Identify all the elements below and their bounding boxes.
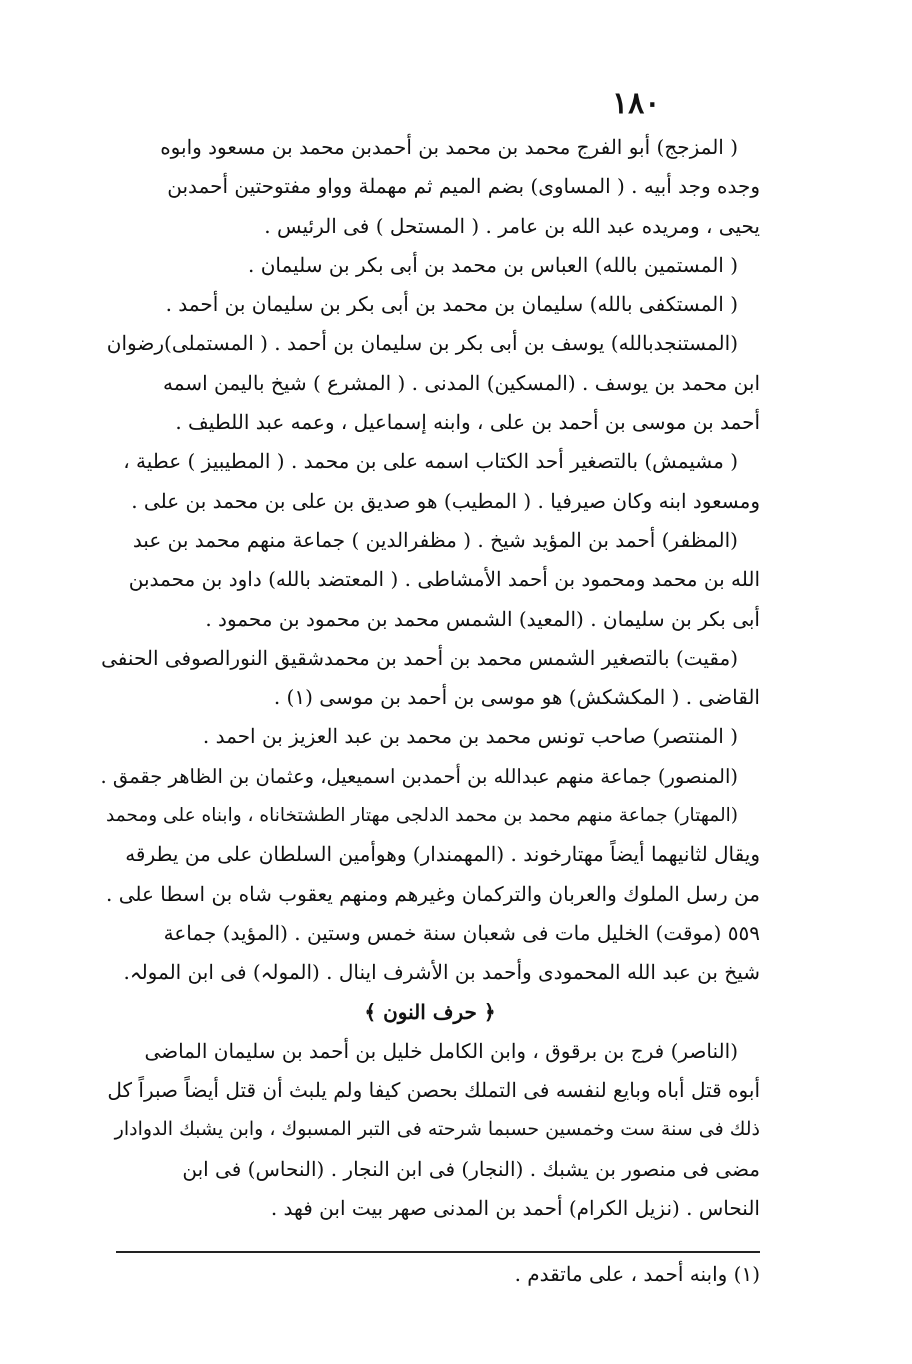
text-line: (المظفر) أحمد بن المؤيد شيخ . ( مظفرالدين ) جماعة منهم محمد بن عبد — [132, 527, 738, 552]
text-line: ( المستمين بالله) العباس بن محمد بن أبى بكر بن سليمان . — [248, 252, 738, 277]
text-line: أبى بكر بن سليمان . (المعيد) الشمس محمد بن محمود بن محمود . — [205, 606, 760, 631]
text-line: النحاس . (نزيل الكرام) أحمد بن المدنى صهر بيت ابن فهد . — [270, 1196, 760, 1221]
text-line: مضى فى منصور بن يشبك . (النجار) فى ابن النجار . (النحاس) فى ابن — [182, 1156, 760, 1181]
text-line: ومسعود ابنه وكان صيرفيا . ( المطيب) هو صديق بن على بن محمد بن على . — [131, 488, 760, 513]
text-line: (مقيت) بالتصغير الشمس محمد بن أحمد بن محمدشقيق النورالصوفى الحنفى — [101, 645, 738, 670]
text-line: (المنصور) جماعة منهم عبدالله بن أحمدبن اسميعيل، وعثمان بن الظاهر جقمق . — [100, 764, 738, 788]
text-line: القاضى . ( المكشكش) هو موسى بن أحمد بن موسى (١) . — [273, 685, 760, 710]
text-line: شيخ بن عبد الله المحمودى وأحمد بن الأشرف اينال . (المولہ) فى ابن المولہ. — [123, 960, 760, 985]
text-line: أحمد بن موسى بن أحمد بن على ، وابنه إسماعيل ، وعمه عبد اللطيف . — [175, 410, 760, 435]
text-line: (المهتار) جماعة منهم محمد بن محمد الدلجى مهتار الطشتخاناه ، وابناه على ومحمد — [105, 805, 738, 827]
text-line: ابن محمد بن يوسف . (المسكين) المدنى . ( المشرع ) شيخ باليمن اسمه — [163, 370, 760, 395]
text-line: (الناصر) فرج بن برقوق ، وابن الكامل خليل بن أحمد بن سليمان الماضى — [144, 1038, 738, 1063]
text-line: وجده وجد أبيه . ( المساوى) بضم الميم ثم مهملة وواو مفتوحتين أحمدبن — [167, 174, 760, 199]
text-line: (المستنجدبالله) يوسف بن أبى بكر بن سليمان بن أحمد . ( المستملى)رضوان — [106, 331, 738, 356]
footnote-divider — [116, 1251, 760, 1253]
footnote: (١) وابنه أحمد ، على ماتقدم . — [514, 1262, 760, 1286]
page-number: ١٨٠ — [612, 86, 661, 121]
text-line: ( المنتصر) صاحب تونس محمد بن محمد بن عبد العزيز بن احمد . — [202, 724, 738, 749]
text-line: أبوه قتل أباه وبايع لنفسه فى التملك بحصن كيفا ولم يلبث أن قتل أيضاً صبراً كل — [107, 1078, 760, 1103]
text-line: ( المستكفى بالله) سليمان بن محمد بن أبى بكر بن سليمان بن أحمد . — [165, 292, 738, 317]
text-line: ويقال لثانيهما أيضاً مهتارخوند . (المهمندار) وهوأمين السلطان على من يطرقه — [125, 842, 760, 867]
text-line: ( مشيمش) بالتصغير أحد الكتاب اسمه على بن محمد . ( المطيبيز ) عطية ، — [123, 449, 738, 474]
text-line: ذلك فى سنة ست وخمسين حسبما شرحته فى التبر المسبوك ، وابن يشبك الدوادار — [114, 1118, 760, 1141]
text-line: من رسل الملوك والعربان والتركمان وغيرهم ومنهم يعقوب شاه بن اسطا على . — [105, 881, 760, 906]
text-line: ( المزجج) أبو الفرج محمد بن محمد بن أحمدبن محمد بن مسعود وابوه — [160, 135, 738, 159]
body-text — [100, 128, 760, 1228]
text-line: يحيى ، ومريده عبد الله بن عامر . ( المستحل ) فى الرئيس . — [264, 213, 760, 238]
section-heading: ﴿ حرف النون ﴾ — [364, 999, 496, 1024]
text-line: ٥٥٩ (موقت) الخليل مات فى شعبان سنة خمس وستين . (المؤيد) جماعة — [163, 920, 760, 945]
text-line: الله بن محمد ومحمود بن أحمد الأمشاطى . ( المعتضد بالله) داود بن محمدبن — [128, 567, 760, 592]
